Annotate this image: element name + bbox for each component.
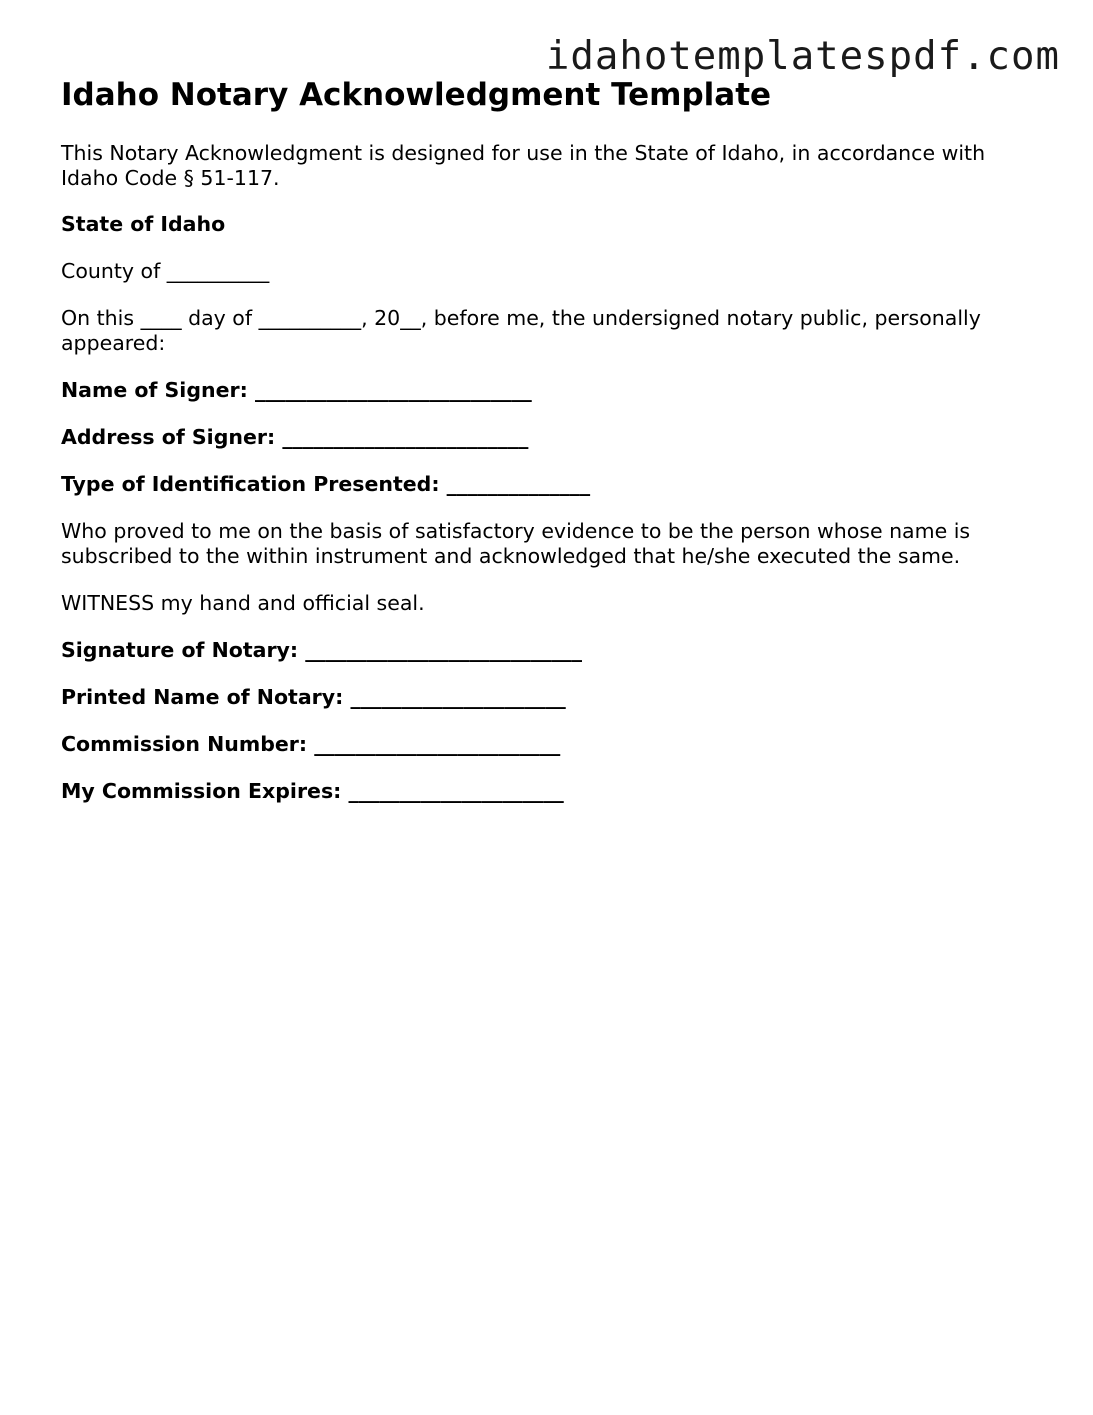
notary-signature-field: Signature of Notary: ___________________________ [61,638,583,662]
county-line: County of __________ [61,259,270,283]
document-body [61,76,1041,804]
state-line: State of Idaho [61,212,226,236]
signer-address-field: Address of Signer: ________________________ [61,425,529,449]
commission-number-field: Commission Number: ________________________ [61,732,561,756]
witness-line: WITNESS my hand and official seal. [61,591,425,615]
commission-expires-field: My Commission Expires: _____________________ [61,779,564,803]
appearance-paragraph: On this ____ day of __________, 20__, before me, the undersigned notary public, personally appeared: [61,306,981,355]
identification-type-field: Type of Identification Presented: ______________ [61,472,591,496]
site-watermark: idahotemplatespdf.com [545,34,1060,79]
evidence-paragraph: Who proved to me on the basis of satisfactory evidence to be the person whose name is subscribed to the within instrument and acknowledged that he/she executed the same. [61,519,971,568]
document-title: Idaho Notary Acknowledgment Template [61,77,772,113]
intro-paragraph: This Notary Acknowledgment is designed for use in the State of Idaho, in accordance with Idaho Code § 51-117. [61,141,986,190]
notary-printed-name-field: Printed Name of Notary: _____________________ [61,685,566,709]
signer-name-field: Name of Signer: ___________________________ [61,378,532,402]
